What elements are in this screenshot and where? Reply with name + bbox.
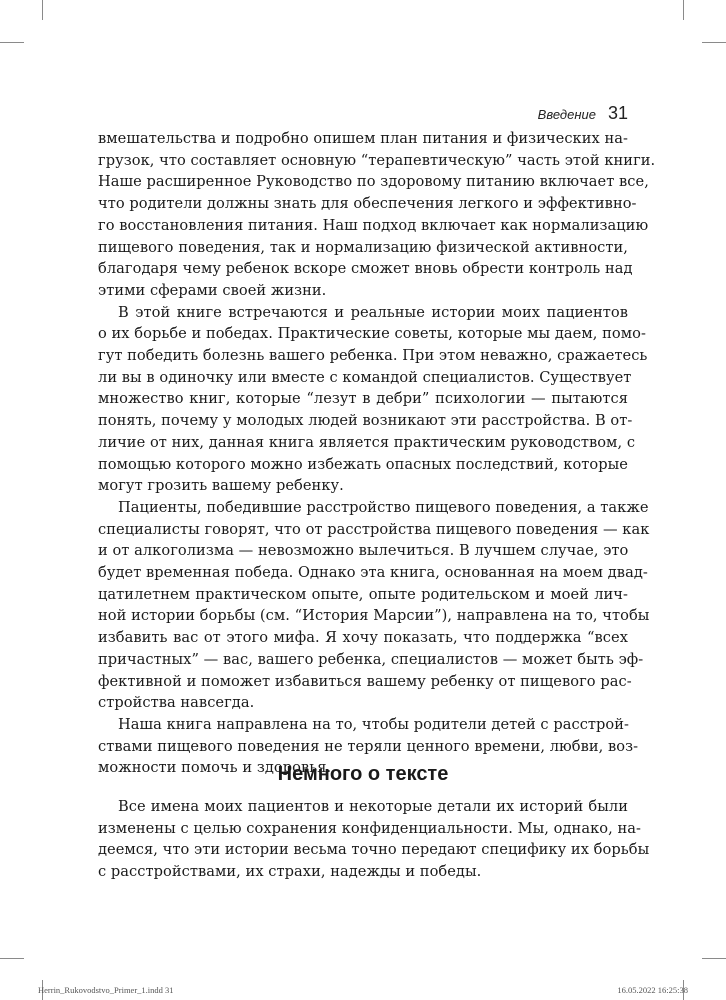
text-line: цатилетнем практическом опыте, опыте родительском и моей лич- bbox=[98, 585, 628, 603]
text-line: ствами пищевого поведения не теряли ценного времени, любви, воз- bbox=[98, 737, 639, 755]
print-file-slug: Herrin_Rukovodstvo_Primer_1.indd 31 bbox=[38, 985, 174, 995]
section-heading: Немного о тексте bbox=[277, 763, 449, 785]
crop-mark bbox=[702, 42, 726, 43]
paragraph bbox=[98, 128, 656, 302]
text-line: го восстановления питания. Наш подход включает как нормализацию bbox=[98, 216, 649, 234]
text-line: В этой книге встречаются и реальные истории моих пациентов bbox=[118, 303, 628, 321]
text-line: вмешательства и подробно опишем план питания и физических на- bbox=[98, 130, 628, 147]
text-line: понять, почему у молодых людей возникают эти расстройства. В от- bbox=[98, 412, 633, 430]
section-name: Введение bbox=[537, 107, 596, 122]
text-line: грузок, что составляет основную “терапевтическую” часть этой книги. bbox=[98, 151, 656, 169]
text-line: благодаря чему ребенок вскоре сможет вновь обрести контроль над bbox=[98, 260, 633, 278]
text-line: фективной и поможет избавиться вашему ребенку от пищевого рас- bbox=[98, 672, 632, 690]
text-line: пищевого поведения, так и нормализацию физической активности, bbox=[98, 238, 628, 256]
text-line: с расстройствами, их страхи, надежды и победы. bbox=[98, 863, 482, 881]
text-line: избавить вас от этого мифа. Я хочу показать, что поддержка “всех bbox=[98, 629, 628, 647]
crop-mark bbox=[0, 958, 24, 959]
text-line: этими сферами своей жизни. bbox=[98, 281, 327, 299]
text-line: деемся, что эти истории весьма точно передают специфику их борьбы bbox=[98, 841, 650, 859]
text-line: что родители должны знать для обеспечения легкого и эффективно- bbox=[98, 195, 637, 213]
text-line: личие от них, данная книга является практическим руководством, с bbox=[98, 433, 636, 451]
text-line: Наша книга направлена на то, чтобы родители детей с расстрой- bbox=[118, 715, 630, 733]
text-line: о их борьбе и победах. Практические советы, которые мы даем, помо- bbox=[98, 325, 646, 343]
text-line: помощью которого можно избежать опасных последствий, которые bbox=[98, 455, 628, 473]
crop-mark bbox=[42, 0, 43, 20]
text-line: изменены с целью сохранения конфиденциальности. Мы, однако, на- bbox=[98, 819, 641, 837]
text-line: Наше расширенное Руководство по здоровому питанию включает все, bbox=[98, 173, 649, 191]
text-line: можности помочь и здоровья. bbox=[98, 759, 332, 777]
text-line: стройства навсегда. bbox=[98, 694, 255, 712]
text-line: гут победить болезнь вашего ребенка. При этом неважно, сражаетесь bbox=[98, 347, 648, 365]
text-line: специалисты говорят, что от расстройства пищевого поведения — как bbox=[98, 520, 650, 538]
text-line: и от алкоголизма — невозможно вылечиться. В лучшем случае, это bbox=[98, 542, 629, 560]
paragraph bbox=[98, 796, 650, 883]
print-timestamp: 16.05.2022 16:25:38 bbox=[617, 985, 688, 995]
text-line: причастных” — вас, вашего ребенка, специалистов — может быть эф- bbox=[98, 650, 644, 668]
text-line: будет временная победа. Однако эта книга, основанная на моем двад- bbox=[98, 564, 648, 582]
running-head bbox=[538, 103, 628, 124]
text-line: ной истории борьбы (см. “История Марсии”), направлена на то, чтобы bbox=[98, 607, 650, 625]
page-number: 31 bbox=[607, 103, 628, 123]
paragraph bbox=[98, 497, 650, 714]
text-line: могут грозить вашему ребенку. bbox=[98, 477, 344, 495]
text-line: множество книг, которые “лезут в дебри” психологии — пытаются bbox=[98, 390, 628, 408]
text-line: Пациенты, победившие расстройство пищевого поведения, а также bbox=[118, 498, 649, 516]
crop-mark bbox=[683, 0, 684, 20]
text-line: Все имена моих пациентов и некоторые детали их историй были bbox=[118, 798, 628, 815]
paragraph bbox=[98, 302, 648, 497]
text-line: ли вы в одиночку или вместе с командой специалистов. Существует bbox=[98, 368, 632, 386]
crop-mark bbox=[702, 958, 726, 959]
body-text bbox=[98, 128, 656, 779]
crop-mark bbox=[0, 42, 24, 43]
body-text-2 bbox=[98, 796, 650, 883]
